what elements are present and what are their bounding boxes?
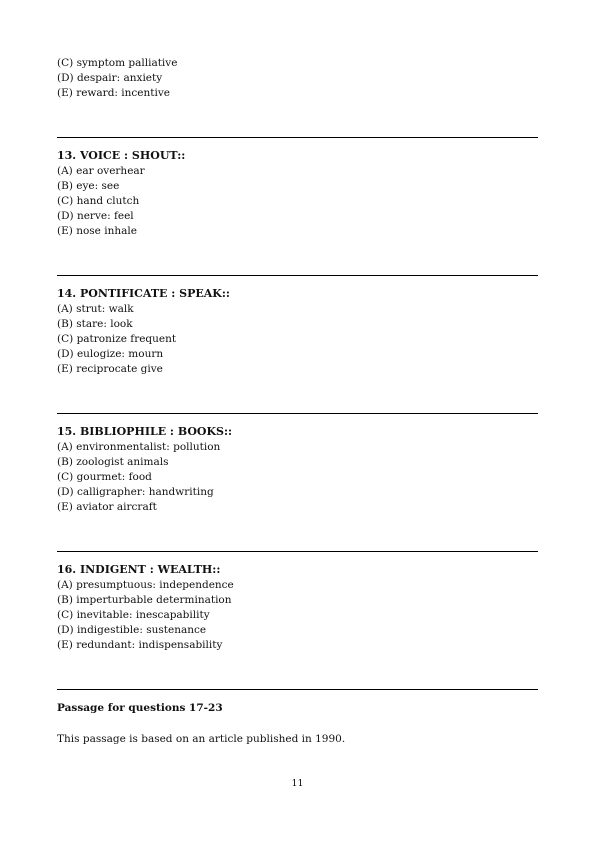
option-e: (E) redundant: indispensability: [57, 639, 223, 651]
option-c: (C) symptom palliative: [57, 57, 178, 69]
divider: [57, 551, 538, 552]
option-d: (D) nerve: feel: [57, 210, 134, 222]
divider: [57, 413, 538, 414]
option-a: (A) presumptuous: independence: [57, 579, 234, 591]
option-e: (E) nose inhale: [57, 225, 137, 237]
question-title: 14. PONTIFICATE : SPEAK::: [57, 287, 230, 300]
option-c: (C) patronize frequent: [57, 333, 177, 345]
option-e: (E) reward: incentive: [57, 87, 170, 99]
option-b: (B) zoologist animals: [57, 456, 169, 468]
question-title: 15. BIBLIOPHILE : BOOKS::: [57, 425, 233, 438]
question-title: 16. INDIGENT : WEALTH::: [57, 563, 221, 576]
page-number: 11: [291, 778, 304, 789]
option-c: (C) inevitable: inescapability: [57, 609, 210, 621]
option-a: (A) ear overhear: [57, 165, 145, 177]
option-d: (D) calligrapher: handwriting: [57, 486, 214, 498]
option-e: (E) aviator aircraft: [57, 501, 157, 513]
option-b: (B) eye: see: [57, 180, 120, 192]
divider: [57, 137, 538, 138]
option-c: (C) gourmet: food: [57, 471, 152, 483]
option-d: (D) despair: anxiety: [57, 72, 163, 84]
option-d: (D) indigestible: sustenance: [57, 624, 207, 636]
option-a: (A) strut: walk: [57, 303, 134, 315]
question-title: 13. VOICE : SHOUT::: [57, 149, 186, 162]
option-b: (B) stare: look: [57, 318, 133, 330]
passage-heading: Passage for questions 17-23: [57, 702, 223, 714]
option-c: (C) hand clutch: [57, 195, 140, 207]
option-a: (A) environmentalist: pollution: [57, 441, 221, 453]
option-e: (E) reciprocate give: [57, 363, 163, 375]
divider: [57, 689, 538, 690]
option-b: (B) imperturbable determination: [57, 594, 232, 606]
divider: [57, 275, 538, 276]
option-d: (D) eulogize: mourn: [57, 348, 164, 360]
passage-intro: This passage is based on an article published in 1990.: [57, 733, 346, 745]
